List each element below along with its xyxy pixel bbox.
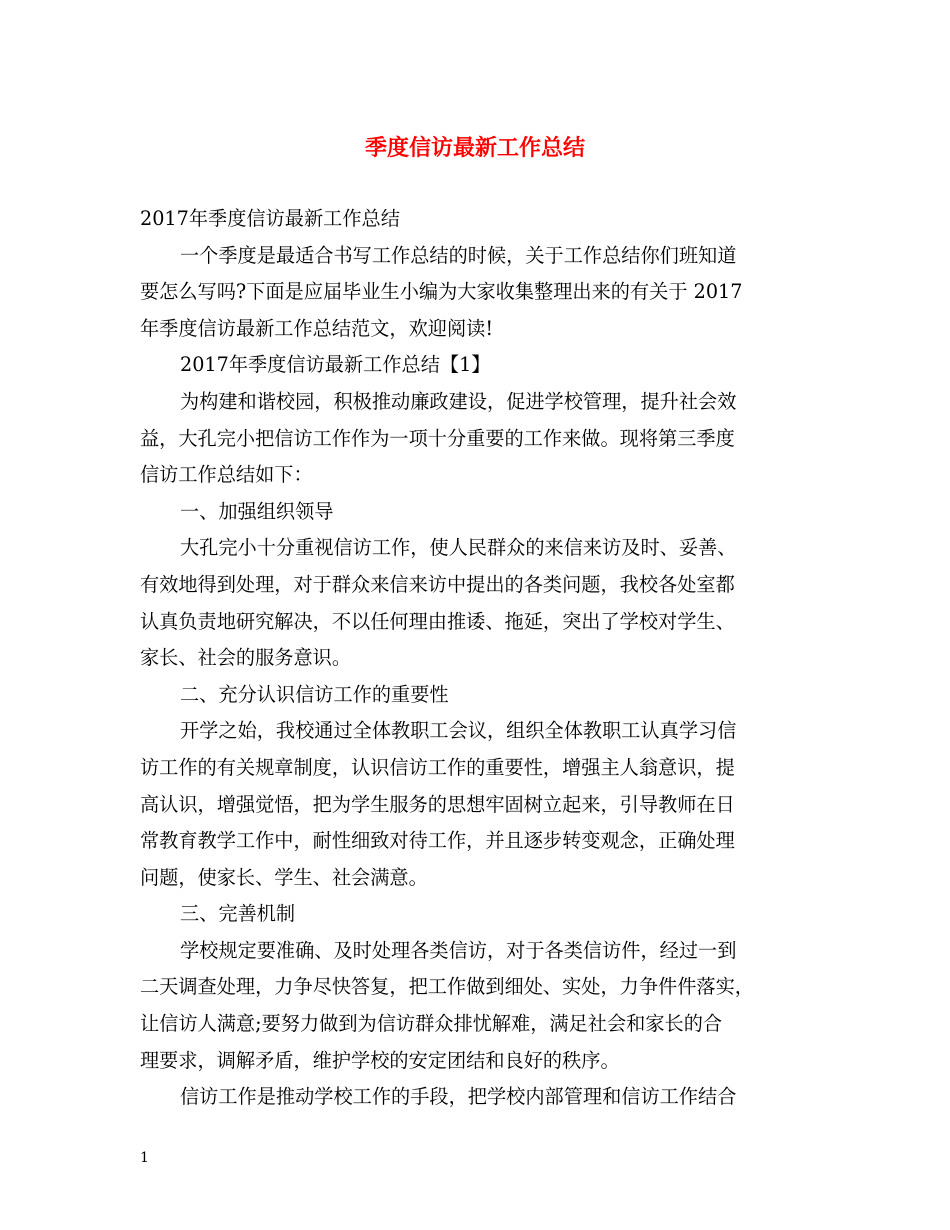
body-line: 二天调查处理，力争尽快答复，把工作做到细处、实处，力争件件落实，	[140, 975, 754, 999]
body-line: 理要求，调解矛盾，维护学校的安定团结和良好的秩序。	[140, 1048, 620, 1072]
body-line: 认真负责地研究解决，不以任何理由推诿、拖延，突出了学校对学生、	[140, 609, 735, 633]
body-line: 让信访人满意;要努力做到为信访群众排忧解难，满足社会和家长的合	[140, 1012, 723, 1036]
body-line: 要怎么写吗?下面是应届毕业生小编为大家收集整理出来的有关于 2017	[140, 280, 743, 304]
document-body	[140, 201, 820, 1116]
body-line: 高认识，增强觉悟，把为学生服务的思想牢固树立起来，引导教师在日	[140, 792, 735, 816]
body-line: 二、充分认识信访工作的重要性	[180, 682, 449, 706]
document-title: 季度信访最新工作总结	[364, 135, 585, 161]
body-line: 一个季度是最适合书写工作总结的时候，关于工作总结你们班知道	[180, 243, 737, 267]
body-line: 家长、社会的服务意识。	[140, 646, 352, 670]
body-line: 年季度信访最新工作总结范文，欢迎阅读!	[140, 316, 494, 340]
body-line: 为构建和谐校园，积极推动廉政建设，促进学校管理，提升社会效	[180, 389, 737, 413]
body-line: 大孔完小十分重视信访工作，使人民群众的来信来访及时、妥善、	[180, 536, 737, 560]
body-line: 访工作的有关规章制度，认识信访工作的重要性，增强主人翁意识，提	[140, 755, 735, 779]
body-line: 2017年季度信访最新工作总结【1】	[180, 353, 491, 377]
body-line: 学校规定要准确、及时处理各类信访，对于各类信访件，经过一到	[180, 938, 737, 962]
body-line: 益，大孔完小把信访工作作为一项十分重要的工作来做。现将第三季度	[140, 426, 735, 450]
body-line: 一、加强组织领导	[180, 499, 334, 523]
body-line: 有效地得到处理，对于群众来信来访中提出的各类问题，我校各处室都	[140, 572, 735, 596]
body-line: 三、完善机制	[180, 902, 296, 926]
page-number: 1	[140, 1150, 149, 1166]
body-line: 开学之始，我校通过全体教职工会议，组织全体教职工认真学习信	[180, 719, 737, 743]
body-line: 信访工作是推动学校工作的手段，把学校内部管理和信访工作结合	[180, 1085, 737, 1109]
body-line: 问题，使家长、学生、社会满意。	[140, 865, 428, 889]
body-line: 常教育教学工作中，耐性细致对待工作，并且逐步转变观念，正确处理	[140, 829, 735, 853]
body-line: 2017年季度信访最新工作总结	[140, 207, 400, 230]
body-line: 信访工作总结如下：	[140, 463, 313, 487]
